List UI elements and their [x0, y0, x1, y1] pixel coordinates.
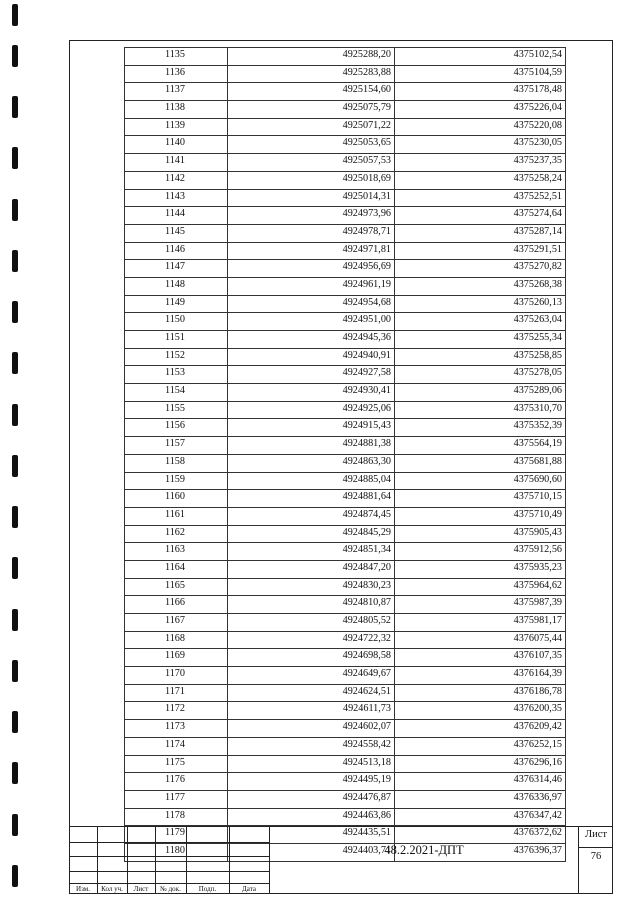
point-number: 1161 [125, 507, 228, 525]
coord-y: 4375260,13 [395, 295, 566, 313]
point-number: 1168 [125, 631, 228, 649]
point-number: 1180 [125, 843, 228, 861]
table-row [125, 101, 566, 119]
stamp-row-line [69, 883, 270, 884]
point-number: 1164 [125, 560, 228, 578]
point-number: 1142 [125, 171, 228, 189]
table-row [125, 773, 566, 791]
coord-y: 4375258,24 [395, 171, 566, 189]
point-number: 1153 [125, 366, 228, 384]
coord-y: 4375935,23 [395, 560, 566, 578]
coord-y: 4375905,43 [395, 525, 566, 543]
point-number: 1148 [125, 277, 228, 295]
coord-x: 4924403,71 [228, 843, 395, 861]
coord-y: 4376075,44 [395, 631, 566, 649]
coord-x: 4924847,20 [228, 560, 395, 578]
coord-x: 4924863,30 [228, 454, 395, 472]
table-row [125, 631, 566, 649]
coord-y: 4376314,46 [395, 773, 566, 791]
point-number: 1174 [125, 737, 228, 755]
coord-x: 4925057,53 [228, 154, 395, 172]
coord-y: 4375352,39 [395, 419, 566, 437]
coord-x: 4924925,06 [228, 401, 395, 419]
coord-y: 4375681,88 [395, 454, 566, 472]
table-row [125, 366, 566, 384]
table-row [125, 118, 566, 136]
point-number: 1165 [125, 578, 228, 596]
coordinates-table [124, 47, 566, 862]
coord-y: 4376372,62 [395, 826, 566, 844]
coord-x: 4924961,19 [228, 277, 395, 295]
coord-y: 4375289,06 [395, 384, 566, 402]
point-number: 1166 [125, 596, 228, 614]
coord-x: 4924973,96 [228, 207, 395, 225]
point-number: 1179 [125, 826, 228, 844]
coord-x: 4925288,20 [228, 48, 395, 66]
stamp-label-ndok: № док. [160, 885, 181, 893]
table-row [125, 737, 566, 755]
coord-x: 4924874,45 [228, 507, 395, 525]
point-number: 1163 [125, 543, 228, 561]
title-block [69, 826, 613, 894]
coord-x: 4925053,65 [228, 136, 395, 154]
coord-x: 4924978,71 [228, 224, 395, 242]
binding-hole [12, 609, 18, 631]
table-row [125, 277, 566, 295]
coord-y: 4375178,48 [395, 83, 566, 101]
binding-hole [12, 506, 18, 528]
coord-x: 4924513,18 [228, 755, 395, 773]
coord-y: 4376252,15 [395, 737, 566, 755]
coord-y: 4376396,37 [395, 843, 566, 861]
table-row [125, 702, 566, 720]
point-number: 1167 [125, 614, 228, 632]
table-row [125, 260, 566, 278]
point-number: 1141 [125, 154, 228, 172]
coord-x: 4924602,07 [228, 720, 395, 738]
point-number: 1135 [125, 48, 228, 66]
coord-y: 4376186,78 [395, 684, 566, 702]
sheet-number: 76 [590, 851, 602, 862]
coord-y: 4375270,82 [395, 260, 566, 278]
table-row [125, 507, 566, 525]
coord-y: 4376200,35 [395, 702, 566, 720]
stamp-label-kol: Кол уч. [101, 885, 123, 893]
coord-y: 4376164,39 [395, 667, 566, 685]
table-row [125, 171, 566, 189]
coord-x: 4924435,51 [228, 826, 395, 844]
coord-x: 4925071,22 [228, 118, 395, 136]
coord-x: 4924954,68 [228, 295, 395, 313]
coord-x: 4925283,88 [228, 65, 395, 83]
coord-x: 4924945,36 [228, 331, 395, 349]
coord-y: 4375278,05 [395, 366, 566, 384]
coord-y: 4375912,56 [395, 543, 566, 561]
point-number: 1178 [125, 808, 228, 826]
binding-hole [12, 352, 18, 374]
binding-hole [12, 455, 18, 477]
coord-y: 4375564,19 [395, 437, 566, 455]
table-row [125, 720, 566, 738]
table-row [125, 313, 566, 331]
coord-y: 4376347,42 [395, 808, 566, 826]
coord-x: 4924951,00 [228, 313, 395, 331]
point-number: 1139 [125, 118, 228, 136]
coord-x: 4924885,04 [228, 472, 395, 490]
coord-y: 4375255,34 [395, 331, 566, 349]
table-row [125, 649, 566, 667]
table-row [125, 490, 566, 508]
point-number: 1171 [125, 684, 228, 702]
coord-y: 4375102,54 [395, 48, 566, 66]
coord-y: 4375263,04 [395, 313, 566, 331]
point-number: 1152 [125, 348, 228, 366]
point-number: 1172 [125, 702, 228, 720]
point-number: 1175 [125, 755, 228, 773]
point-number: 1177 [125, 790, 228, 808]
table-row [125, 755, 566, 773]
coord-y: 4375237,35 [395, 154, 566, 172]
coord-y: 4375252,51 [395, 189, 566, 207]
table-row [125, 331, 566, 349]
point-number: 1140 [125, 136, 228, 154]
table-row [125, 207, 566, 225]
coord-x: 4924881,38 [228, 437, 395, 455]
coord-y: 4375268,38 [395, 277, 566, 295]
point-number: 1149 [125, 295, 228, 313]
coord-x: 4924624,51 [228, 684, 395, 702]
coord-x: 4924698,58 [228, 649, 395, 667]
coord-x: 4924830,23 [228, 578, 395, 596]
table-row [125, 543, 566, 561]
coord-x: 4925014,31 [228, 189, 395, 207]
stamp-label-podp: Подп. [198, 885, 217, 893]
coord-x: 4924930,41 [228, 384, 395, 402]
table-row [125, 419, 566, 437]
coord-y: 4375220,08 [395, 118, 566, 136]
document-code: 48.2.2021-ДПТ [384, 843, 464, 857]
point-number: 1136 [125, 65, 228, 83]
point-number: 1159 [125, 472, 228, 490]
point-number: 1147 [125, 260, 228, 278]
stamp-label-data: Дата [242, 885, 256, 893]
stamp-row-line [69, 856, 270, 857]
coord-y: 4375230,05 [395, 136, 566, 154]
stamp-row-line [69, 842, 270, 843]
coord-x: 4924611,73 [228, 702, 395, 720]
point-number: 1160 [125, 490, 228, 508]
coord-x: 4924495,19 [228, 773, 395, 791]
point-number: 1144 [125, 207, 228, 225]
stamp-row-line [69, 871, 270, 872]
point-number: 1145 [125, 224, 228, 242]
table-row [125, 224, 566, 242]
binding-holes [12, 0, 22, 905]
coord-x: 4924649,67 [228, 667, 395, 685]
table-row [125, 790, 566, 808]
coord-y: 4375964,62 [395, 578, 566, 596]
coord-y: 4375274,64 [395, 207, 566, 225]
binding-hole [12, 660, 18, 682]
table-row [125, 65, 566, 83]
stamp-label-list: Лист [133, 885, 149, 893]
sheet-label: Лист [585, 829, 607, 840]
binding-hole [12, 711, 18, 733]
point-number: 1143 [125, 189, 228, 207]
binding-hole [12, 865, 18, 887]
point-number: 1173 [125, 720, 228, 738]
table-row [125, 136, 566, 154]
point-number: 1156 [125, 419, 228, 437]
table-row [125, 189, 566, 207]
table-row [125, 154, 566, 172]
coord-x: 4924558,42 [228, 737, 395, 755]
coord-x: 4924915,43 [228, 419, 395, 437]
coord-y: 4376336,97 [395, 790, 566, 808]
binding-hole [12, 557, 18, 579]
binding-hole [12, 199, 18, 221]
point-number: 1158 [125, 454, 228, 472]
coord-x: 4925018,69 [228, 171, 395, 189]
binding-hole [12, 250, 18, 272]
coord-x: 4924971,81 [228, 242, 395, 260]
point-number: 1157 [125, 437, 228, 455]
table-row [125, 525, 566, 543]
coord-x: 4924956,69 [228, 260, 395, 278]
coord-y: 4375310,70 [395, 401, 566, 419]
point-number: 1176 [125, 773, 228, 791]
table-row [125, 454, 566, 472]
coord-y: 4375104,59 [395, 65, 566, 83]
point-number: 1170 [125, 667, 228, 685]
point-number: 1146 [125, 242, 228, 260]
binding-hole [12, 404, 18, 426]
coord-x: 4924463,86 [228, 808, 395, 826]
point-number: 1169 [125, 649, 228, 667]
table-row [125, 48, 566, 66]
coord-x: 4924927,58 [228, 366, 395, 384]
table-row [125, 472, 566, 490]
binding-hole [12, 301, 18, 323]
coord-y: 4376296,16 [395, 755, 566, 773]
coord-x: 4924881,64 [228, 490, 395, 508]
table-row [125, 596, 566, 614]
table-row [125, 667, 566, 685]
point-number: 1155 [125, 401, 228, 419]
table-row [125, 295, 566, 313]
coord-x: 4924845,29 [228, 525, 395, 543]
table-row [125, 437, 566, 455]
binding-hole [12, 45, 18, 67]
table-row [125, 242, 566, 260]
coord-y: 4376107,35 [395, 649, 566, 667]
coord-y: 4375258,85 [395, 348, 566, 366]
sheet-divider [578, 847, 613, 848]
point-number: 1138 [125, 101, 228, 119]
binding-hole [12, 147, 18, 169]
coord-x: 4924722,32 [228, 631, 395, 649]
coord-y: 4375710,49 [395, 507, 566, 525]
binding-hole [12, 96, 18, 118]
table-row [125, 808, 566, 826]
table-row [125, 384, 566, 402]
coord-x: 4925154,60 [228, 83, 395, 101]
table-row [125, 401, 566, 419]
point-number: 1137 [125, 83, 228, 101]
table-row [125, 614, 566, 632]
table-row [125, 578, 566, 596]
coord-x: 4924476,87 [228, 790, 395, 808]
table-row [125, 83, 566, 101]
binding-hole [12, 4, 18, 26]
point-number: 1151 [125, 331, 228, 349]
table-row [125, 684, 566, 702]
coord-x: 4924940,91 [228, 348, 395, 366]
coord-y: 4375690,60 [395, 472, 566, 490]
coord-x: 4925075,79 [228, 101, 395, 119]
table-row [125, 348, 566, 366]
table-row [125, 560, 566, 578]
coord-y: 4375291,51 [395, 242, 566, 260]
coord-x: 4924805,52 [228, 614, 395, 632]
point-number: 1162 [125, 525, 228, 543]
point-number: 1150 [125, 313, 228, 331]
coord-y: 4375710,15 [395, 490, 566, 508]
stamp-label-izm: Изм. [76, 885, 90, 893]
binding-hole [12, 814, 18, 836]
coord-x: 4924851,34 [228, 543, 395, 561]
coord-y: 4375287,14 [395, 224, 566, 242]
binding-hole [12, 762, 18, 784]
coord-x: 4924810,87 [228, 596, 395, 614]
coord-y: 4375987,39 [395, 596, 566, 614]
point-number: 1154 [125, 384, 228, 402]
coord-y: 4375981,17 [395, 614, 566, 632]
coord-y: 4376209,42 [395, 720, 566, 738]
coord-y: 4375226,04 [395, 101, 566, 119]
